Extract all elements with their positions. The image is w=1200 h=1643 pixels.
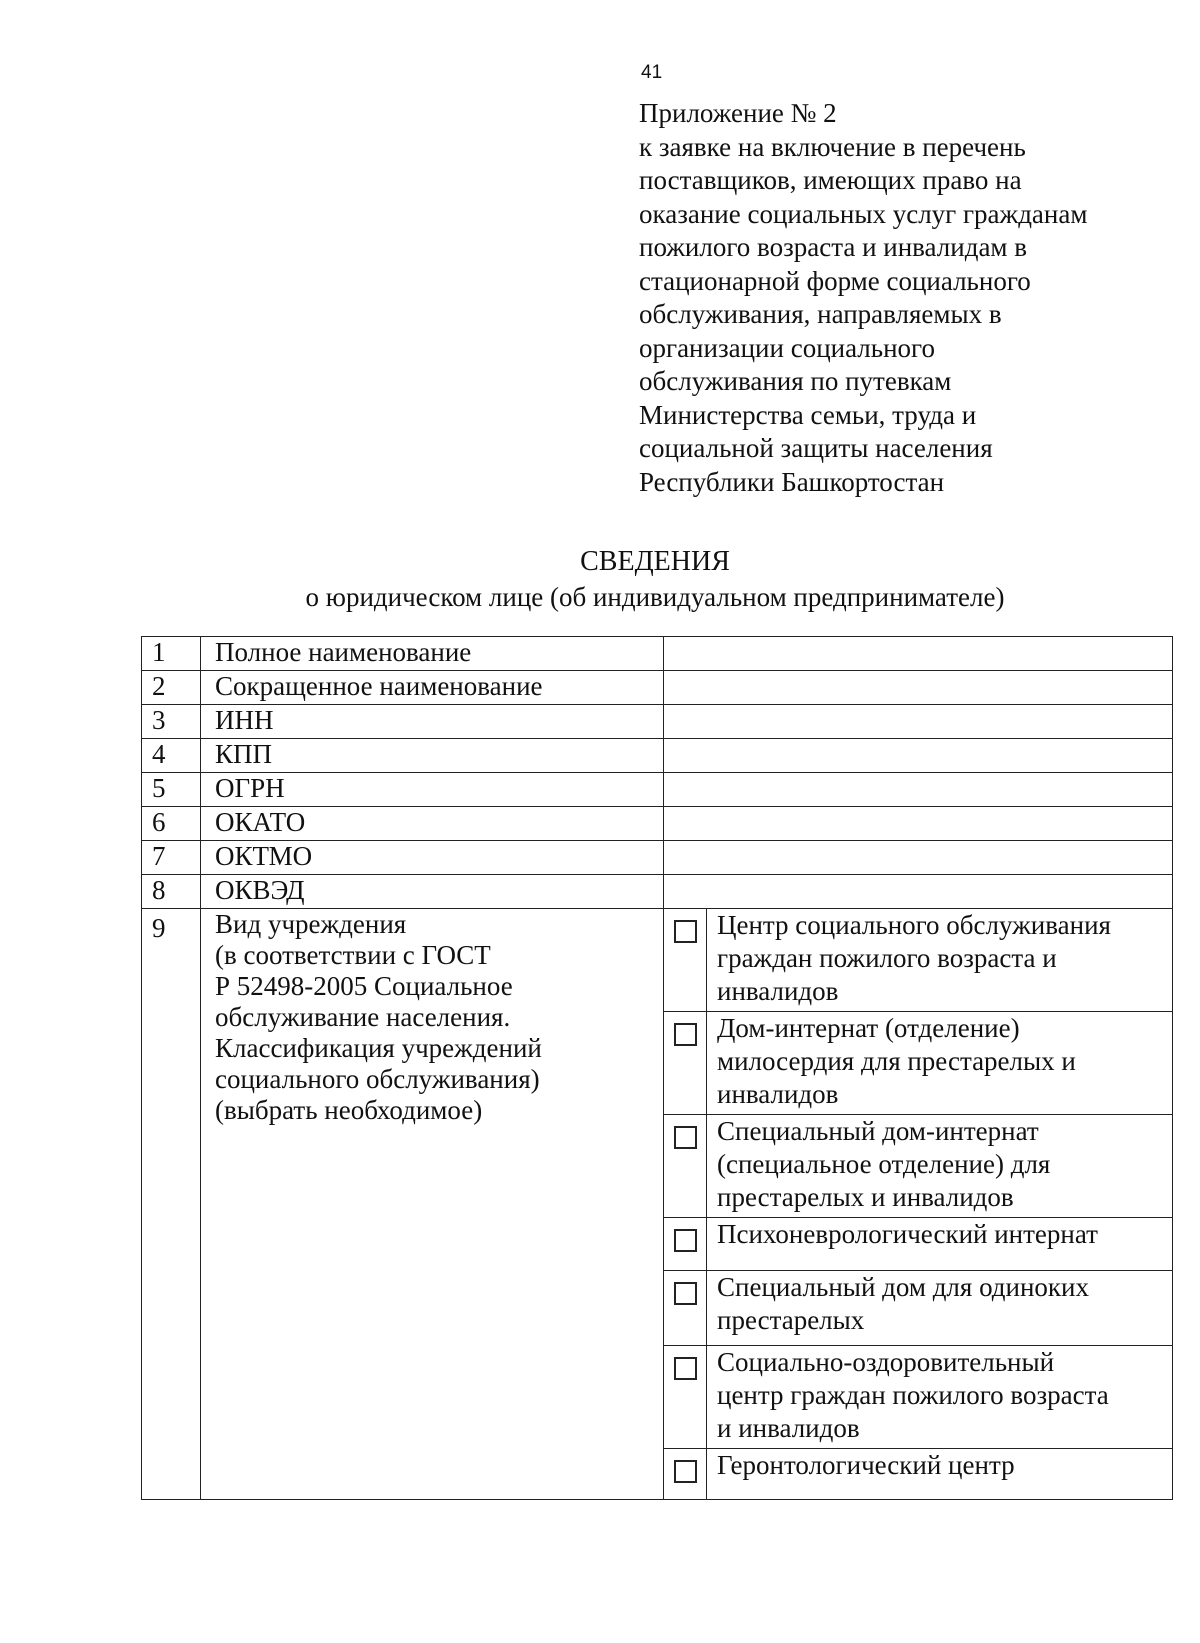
appendix-line: Республики Башкортостан bbox=[639, 466, 945, 497]
options-list bbox=[664, 909, 1172, 1499]
option-label bbox=[707, 1115, 1173, 1218]
document-subtitle: о юридическом лице (об индивидуальном предпринимателе) bbox=[305, 582, 1005, 612]
checkbox-icon[interactable] bbox=[674, 1460, 697, 1483]
row-number: 2 bbox=[142, 671, 201, 705]
row-label: ИНН bbox=[201, 705, 664, 739]
row-number: 7 bbox=[142, 841, 201, 875]
option-line: (специальное отделение) для bbox=[717, 1149, 1051, 1179]
institution-kind-line: (в соответствии с ГОСТ bbox=[215, 940, 491, 970]
appendix-line: пожилого возраста и инвалидам в bbox=[639, 232, 1028, 262]
option-row[interactable] bbox=[664, 1346, 1172, 1449]
institution-kind-line: Вид учреждения bbox=[215, 909, 407, 939]
option-label bbox=[707, 1271, 1173, 1346]
option-line: престарелых bbox=[717, 1305, 865, 1335]
option-row[interactable] bbox=[664, 1012, 1172, 1115]
institution-kind-label bbox=[201, 909, 664, 1500]
table-row bbox=[142, 705, 1173, 739]
option-row[interactable] bbox=[664, 1218, 1172, 1271]
row-label: ОКТМО bbox=[201, 841, 664, 875]
checkbox-icon[interactable] bbox=[674, 1229, 697, 1252]
option-checkbox-cell[interactable] bbox=[664, 1218, 707, 1271]
table-row bbox=[142, 671, 1173, 705]
info-table bbox=[141, 636, 1173, 1500]
row-number: 9 bbox=[142, 909, 201, 1500]
option-line: престарелых и инвалидов bbox=[717, 1182, 1014, 1212]
kpp-field[interactable] bbox=[664, 739, 1173, 773]
option-row[interactable] bbox=[664, 1449, 1172, 1500]
table-row bbox=[142, 773, 1173, 807]
option-label bbox=[707, 1449, 1173, 1500]
checkbox-icon[interactable] bbox=[674, 920, 697, 943]
option-line: милосердия для престарелых и bbox=[717, 1046, 1076, 1076]
appendix-line: оказание социальных услуг гражданам bbox=[639, 198, 1088, 229]
appendix-line: Приложение № 2 bbox=[639, 98, 837, 128]
table-row bbox=[142, 841, 1173, 875]
ogrn-field[interactable] bbox=[664, 773, 1173, 807]
option-checkbox-cell[interactable] bbox=[664, 1271, 707, 1346]
option-line: Социально-оздоровительный bbox=[717, 1347, 1055, 1377]
option-row[interactable] bbox=[664, 909, 1172, 1012]
appendix-line: обслуживания по путевкам bbox=[639, 366, 952, 396]
option-label bbox=[707, 909, 1173, 1012]
option-checkbox-cell[interactable] bbox=[664, 909, 707, 1012]
appendix-line: к заявке на включение в перечень bbox=[639, 131, 1026, 162]
option-label bbox=[707, 1218, 1173, 1271]
appendix-line: поставщиков, имеющих право на bbox=[639, 165, 1022, 195]
checkbox-icon[interactable] bbox=[674, 1282, 697, 1305]
appendix-line: Министерства семьи, труда и bbox=[639, 399, 977, 430]
institution-kind-line: обслуживание населения. bbox=[215, 1002, 511, 1032]
option-checkbox-cell[interactable] bbox=[664, 1115, 707, 1218]
option-checkbox-cell[interactable] bbox=[664, 1346, 707, 1449]
oktmo-field[interactable] bbox=[664, 841, 1173, 875]
appendix-line: организации социального bbox=[639, 332, 935, 363]
table-row-institution-kind bbox=[142, 909, 1173, 1500]
table-row bbox=[142, 875, 1173, 909]
row-number: 4 bbox=[142, 739, 201, 773]
option-checkbox-cell[interactable] bbox=[664, 1012, 707, 1115]
table-row bbox=[142, 739, 1173, 773]
option-label bbox=[707, 1012, 1173, 1115]
table-row bbox=[142, 807, 1173, 841]
row-number: 6 bbox=[142, 807, 201, 841]
appendix-header bbox=[639, 97, 1179, 499]
institution-kind-line: (выбрать необходимое) bbox=[215, 1095, 483, 1125]
row-number: 1 bbox=[142, 637, 201, 671]
short-name-field[interactable] bbox=[664, 671, 1173, 705]
institution-kind-line: социального обслуживания) bbox=[215, 1064, 540, 1094]
row-number: 8 bbox=[142, 875, 201, 909]
row-label: Сокращенное наименование bbox=[201, 671, 664, 705]
option-line: инвалидов bbox=[717, 976, 839, 1006]
option-label bbox=[707, 1346, 1173, 1449]
option-line: Специальный дом-интернат bbox=[717, 1116, 1039, 1146]
row-label: Полное наименование bbox=[201, 637, 664, 671]
okved-field[interactable] bbox=[664, 875, 1173, 909]
option-row[interactable] bbox=[664, 1271, 1172, 1346]
option-line: Центр социального обслуживания bbox=[717, 910, 1111, 940]
row-label: ОКВЭД bbox=[201, 875, 664, 909]
institution-kind-line: Классификация учреждений bbox=[215, 1033, 542, 1063]
institution-kind-options bbox=[664, 909, 1173, 1500]
option-line: и инвалидов bbox=[717, 1413, 860, 1443]
row-label: ОГРН bbox=[201, 773, 664, 807]
option-line: центр граждан пожилого возраста bbox=[717, 1380, 1109, 1410]
institution-kind-line: Р 52498-2005 Социальное bbox=[215, 971, 513, 1001]
option-line: граждан пожилого возраста и bbox=[717, 943, 1057, 973]
row-label: КПП bbox=[201, 739, 664, 773]
appendix-line: стационарной форме социального bbox=[639, 265, 1031, 296]
inn-field[interactable] bbox=[664, 705, 1173, 739]
option-line: Дом-интернат (отделение) bbox=[717, 1013, 1020, 1043]
row-number: 3 bbox=[142, 705, 201, 739]
checkbox-icon[interactable] bbox=[674, 1126, 697, 1149]
page-number: 41 bbox=[641, 62, 663, 83]
checkbox-icon[interactable] bbox=[674, 1357, 697, 1380]
row-label: ОКАТО bbox=[201, 807, 664, 841]
option-row[interactable] bbox=[664, 1115, 1172, 1218]
table-row bbox=[142, 637, 1173, 671]
option-checkbox-cell[interactable] bbox=[664, 1449, 707, 1500]
appendix-line: обслуживания, направляемых в bbox=[639, 299, 1002, 329]
option-line: Психоневрологический интернат bbox=[717, 1219, 1098, 1249]
full-name-field[interactable] bbox=[664, 637, 1173, 671]
option-line: инвалидов bbox=[717, 1079, 839, 1109]
option-line: Геронтологический центр bbox=[717, 1450, 1015, 1480]
document-title: СВЕДЕНИЯ bbox=[580, 546, 730, 577]
checkbox-icon[interactable] bbox=[674, 1023, 697, 1046]
option-line: Специальный дом для одиноких bbox=[717, 1272, 1090, 1302]
appendix-line: социальной защиты населения bbox=[639, 433, 993, 463]
okato-field[interactable] bbox=[664, 807, 1173, 841]
row-number: 5 bbox=[142, 773, 201, 807]
